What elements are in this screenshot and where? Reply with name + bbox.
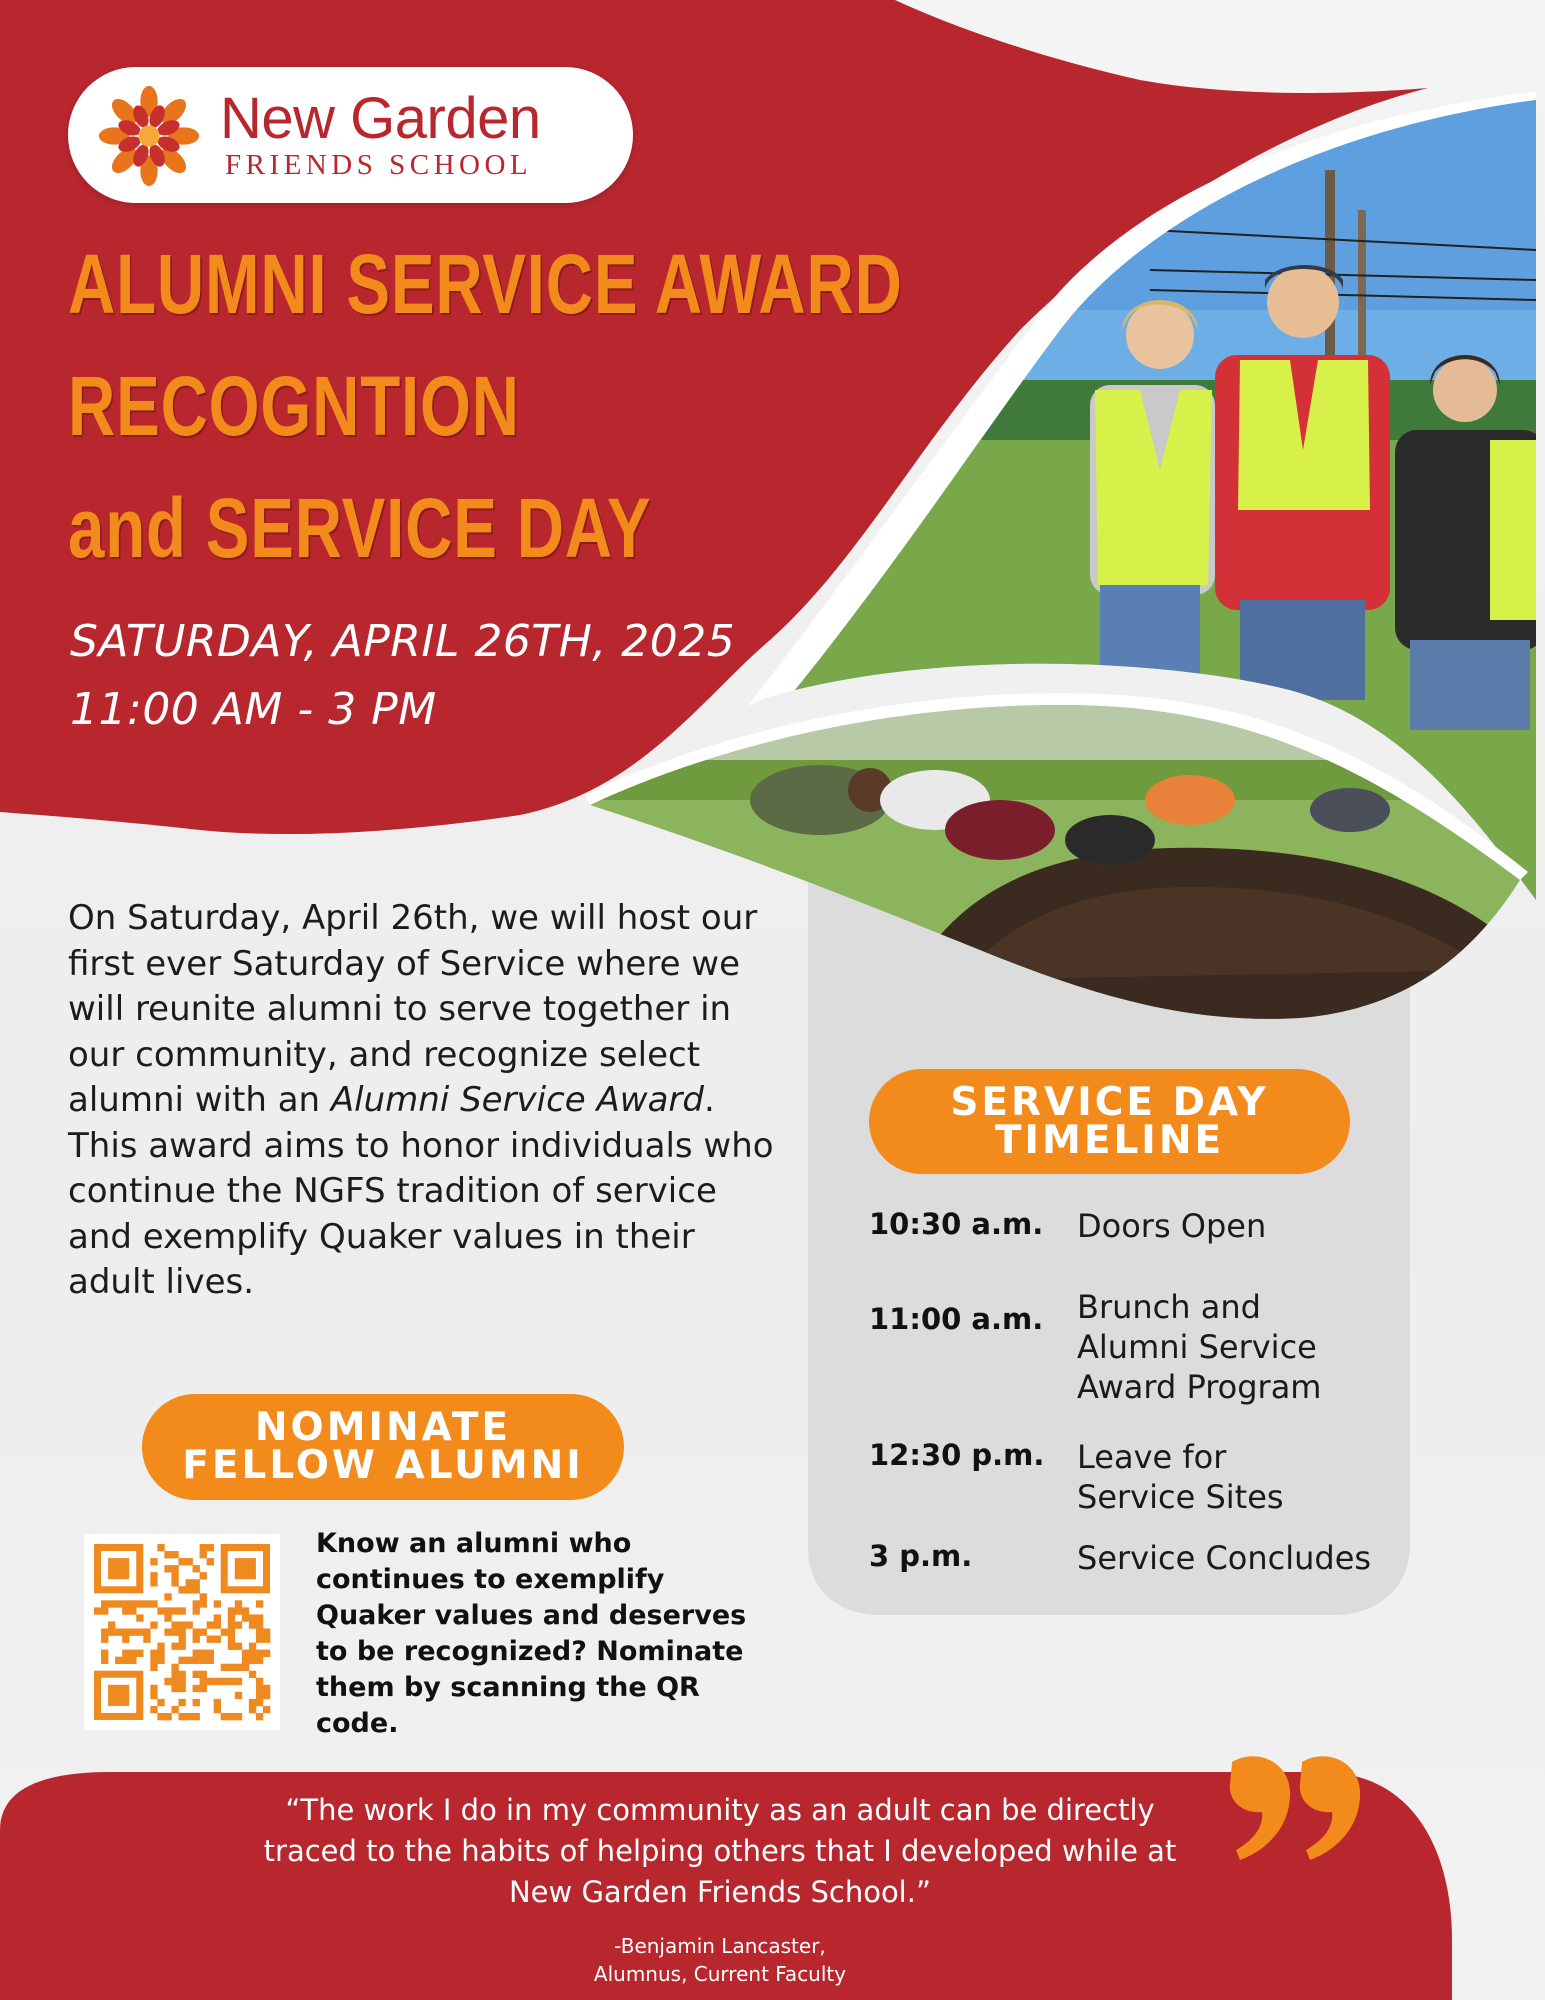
flower-logo-icon [96, 83, 202, 189]
timeline-event: Doors Open [1077, 1207, 1267, 1245]
school-logo[interactable] [68, 67, 633, 203]
intro-award-name: Alumni Service Award [330, 1080, 704, 1120]
testimonial-quote: “The work I do in my community as an adult can be directly traced to the habits of helping others that I developed while at New Garden Friends School.” [263, 1793, 1177, 1909]
nominate-line-1: NOMINATE [254, 1405, 512, 1450]
timeline-heading [869, 1069, 1350, 1174]
nominate-button[interactable] [142, 1394, 624, 1500]
timeline-event: Brunch and Alumni Service Award Program [1077, 1288, 1322, 1406]
quote-author: -Benjamin Lancaster, [614, 1934, 826, 1958]
logo-school-subtitle: FRIENDS SCHOOL [225, 149, 533, 181]
quote-attribution [480, 1932, 960, 1988]
title-line-2: RECOGNTION [68, 359, 520, 453]
timeline-heading-line-1: SERVICE DAY [950, 1079, 1269, 1125]
event-time: 11:00 AM - 3 PM [70, 684, 437, 735]
qr-code-graphic [84, 1534, 280, 1730]
qr-code-icon[interactable] [84, 1534, 280, 1730]
quote-mark-icon [1222, 1752, 1372, 1862]
timeline-event: Leave for Service Sites [1077, 1438, 1284, 1516]
timeline-event: Service Concludes [1077, 1539, 1372, 1577]
nominate-instructions: Know an alumni who continues to exemplify Quaker values and deserves to be recognized? Nominate them by scanning the QR code. [316, 1528, 747, 1739]
event-date: SATURDAY, APRIL 26TH, 2025 [70, 616, 736, 667]
timeline-heading-line-2: TIMELINE [994, 1117, 1225, 1163]
timeline-time: 11:00 a.m. [869, 1302, 1044, 1336]
intro-text-part-2: . This award aims to honor individuals who continue the NGFS tradition of service and exemplify Quaker values in their adult lives. [68, 1080, 774, 1302]
nominate-line-2: FELLOW ALUMNI [182, 1443, 584, 1488]
title-line-3: and SERVICE DAY [68, 481, 652, 575]
title-line-1: ALUMNI SERVICE AWARD [68, 237, 903, 331]
timeline-time: 10:30 a.m. [869, 1207, 1044, 1241]
timeline-time: 3 p.m. [869, 1539, 973, 1573]
timeline-time: 12:30 p.m. [869, 1438, 1045, 1472]
intro-text-part-1: On Saturday, April 26th, we will host our first ever Saturday of Service where we will reunite alumni to serve together in our community, and recognize select alumni with an [68, 898, 758, 1120]
quote-author-role: Alumnus, Current Faculty [593, 1962, 847, 1986]
intro-paragraph [68, 896, 788, 1306]
logo-school-name: New Garden [220, 86, 541, 151]
